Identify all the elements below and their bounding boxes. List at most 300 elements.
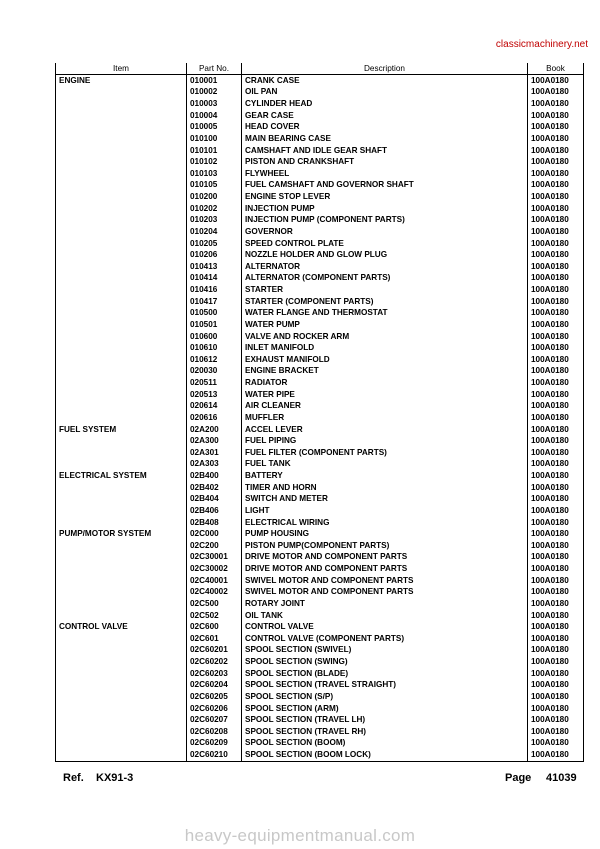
cell-item xyxy=(56,168,187,180)
cell-item xyxy=(56,610,187,622)
cell-description: WATER PUMP xyxy=(242,319,528,331)
cell-description: SPOOL SECTION (SWIVEL) xyxy=(242,645,528,657)
table-row xyxy=(56,691,584,703)
cell-part-no: 010203 xyxy=(187,215,242,227)
cell-item xyxy=(56,563,187,575)
table-row xyxy=(56,342,584,354)
cell-part-no: 02C60206 xyxy=(187,703,242,715)
cell-part-no: 02C60210 xyxy=(187,749,242,761)
cell-part-no: 02A200 xyxy=(187,424,242,436)
table-header-row xyxy=(56,63,584,75)
cell-book: 100A0180 xyxy=(528,296,584,308)
cell-description: ENGINE STOP LEVER xyxy=(242,191,528,203)
watermark: heavy-equipmentmanual.com xyxy=(184,826,416,845)
table-row xyxy=(56,75,584,87)
cell-part-no: 02B402 xyxy=(187,482,242,494)
cell-book: 100A0180 xyxy=(528,645,584,657)
cell-part-no: 010002 xyxy=(187,87,242,99)
cell-item xyxy=(56,249,187,261)
table-row xyxy=(56,122,584,134)
table-row xyxy=(56,273,584,285)
cell-part-no: 02C60203 xyxy=(187,668,242,680)
cell-book: 100A0180 xyxy=(528,459,584,471)
cell-book: 100A0180 xyxy=(528,110,584,122)
table-row xyxy=(56,540,584,552)
cell-description: VALVE AND ROCKER ARM xyxy=(242,331,528,343)
table-row xyxy=(56,517,584,529)
cell-item: ENGINE xyxy=(56,75,187,87)
cell-part-no: 02C60209 xyxy=(187,738,242,750)
cell-description: INJECTION PUMP xyxy=(242,203,528,215)
table-row xyxy=(56,308,584,320)
cell-part-no: 02C30002 xyxy=(187,563,242,575)
table-row xyxy=(56,319,584,331)
cell-book: 100A0180 xyxy=(528,342,584,354)
cell-description: FUEL FILTER (COMPONENT PARTS) xyxy=(242,447,528,459)
table-row xyxy=(56,552,584,564)
cell-part-no: 02B406 xyxy=(187,505,242,517)
cell-part-no: 02C30001 xyxy=(187,552,242,564)
cell-description: STARTER xyxy=(242,284,528,296)
cell-description: STARTER (COMPONENT PARTS) xyxy=(242,296,528,308)
cell-part-no: 02A301 xyxy=(187,447,242,459)
column-header-part-no: Part No. xyxy=(187,63,242,75)
cell-description: NOZZLE HOLDER AND GLOW PLUG xyxy=(242,249,528,261)
cell-description: PUMP HOUSING xyxy=(242,528,528,540)
cell-item xyxy=(56,575,187,587)
cell-description: SWIVEL MOTOR AND COMPONENT PARTS xyxy=(242,575,528,587)
page-number: 41039 xyxy=(546,772,577,784)
cell-part-no: 010100 xyxy=(187,133,242,145)
cell-description: CYLINDER HEAD xyxy=(242,98,528,110)
cell-description: DRIVE MOTOR AND COMPONENT PARTS xyxy=(242,563,528,575)
cell-book: 100A0180 xyxy=(528,668,584,680)
cell-description: GOVERNOR xyxy=(242,226,528,238)
cell-book: 100A0180 xyxy=(528,552,584,564)
table-row xyxy=(56,87,584,99)
cell-description: CRANK CASE xyxy=(242,75,528,87)
cell-part-no: 010417 xyxy=(187,296,242,308)
table-row xyxy=(56,714,584,726)
cell-item xyxy=(56,656,187,668)
cell-book: 100A0180 xyxy=(528,738,584,750)
cell-item xyxy=(56,156,187,168)
cell-item xyxy=(56,342,187,354)
cell-item xyxy=(56,703,187,715)
cell-description: ALTERNATOR (COMPONENT PARTS) xyxy=(242,273,528,285)
cell-item xyxy=(56,203,187,215)
cell-book: 100A0180 xyxy=(528,331,584,343)
cell-part-no: 010102 xyxy=(187,156,242,168)
cell-item xyxy=(56,98,187,110)
table-row xyxy=(56,749,584,761)
cell-description: SPOOL SECTION (TRAVEL LH) xyxy=(242,714,528,726)
cell-description: SPOOL SECTION (TRAVEL RH) xyxy=(242,726,528,738)
cell-item xyxy=(56,215,187,227)
cell-part-no: 02C60205 xyxy=(187,691,242,703)
cell-item xyxy=(56,645,187,657)
cell-item xyxy=(56,366,187,378)
cell-description: PISTON AND CRANKSHAFT xyxy=(242,156,528,168)
cell-description: CAMSHAFT AND IDLE GEAR SHAFT xyxy=(242,145,528,157)
table-row xyxy=(56,215,584,227)
cell-item xyxy=(56,87,187,99)
cell-book: 100A0180 xyxy=(528,156,584,168)
table-row xyxy=(56,738,584,750)
cell-book: 100A0180 xyxy=(528,122,584,134)
cell-part-no: 010500 xyxy=(187,308,242,320)
cell-description: ELECTRICAL WIRING xyxy=(242,517,528,529)
cell-part-no: 010612 xyxy=(187,354,242,366)
cell-description: SPOOL SECTION (BLADE) xyxy=(242,668,528,680)
table-row xyxy=(56,587,584,599)
cell-part-no: 010600 xyxy=(187,331,242,343)
table-row xyxy=(56,505,584,517)
cell-description: DRIVE MOTOR AND COMPONENT PARTS xyxy=(242,552,528,564)
ref-value: KX91-3 xyxy=(96,772,134,784)
cell-book: 100A0180 xyxy=(528,447,584,459)
table-row xyxy=(56,494,584,506)
page-label: Page xyxy=(505,772,532,784)
table-row xyxy=(56,459,584,471)
cell-description: SPOOL SECTION (BOOM) xyxy=(242,738,528,750)
cell-description: PISTON PUMP(COMPONENT PARTS) xyxy=(242,540,528,552)
cell-book: 100A0180 xyxy=(528,680,584,692)
cell-item xyxy=(56,668,187,680)
cell-part-no: 02C60207 xyxy=(187,714,242,726)
cell-description: RADIATOR xyxy=(242,377,528,389)
table-row xyxy=(56,668,584,680)
cell-part-no: 020513 xyxy=(187,389,242,401)
cell-description: SPEED CONTROL PLATE xyxy=(242,238,528,250)
cell-book: 100A0180 xyxy=(528,749,584,761)
table-row xyxy=(56,726,584,738)
cell-part-no: 010200 xyxy=(187,191,242,203)
cell-book: 100A0180 xyxy=(528,308,584,320)
cell-book: 100A0180 xyxy=(528,528,584,540)
cell-book: 100A0180 xyxy=(528,505,584,517)
cell-book: 100A0180 xyxy=(528,691,584,703)
cell-description: FLYWHEEL xyxy=(242,168,528,180)
cell-part-no: 02B408 xyxy=(187,517,242,529)
cell-book: 100A0180 xyxy=(528,226,584,238)
column-header-description: Description xyxy=(242,63,528,75)
cell-description: MUFFLER xyxy=(242,412,528,424)
cell-description: SPOOL SECTION (S/P) xyxy=(242,691,528,703)
cell-part-no: 02C40002 xyxy=(187,587,242,599)
cell-item xyxy=(56,447,187,459)
table-row xyxy=(56,680,584,692)
cell-book: 100A0180 xyxy=(528,412,584,424)
ref-label: Ref. xyxy=(63,772,84,784)
cell-item: PUMP/MOTOR SYSTEM xyxy=(56,528,187,540)
cell-book: 100A0180 xyxy=(528,389,584,401)
cell-book: 100A0180 xyxy=(528,540,584,552)
cell-description: EXHAUST MANIFOLD xyxy=(242,354,528,366)
cell-book: 100A0180 xyxy=(528,377,584,389)
table-row xyxy=(56,168,584,180)
cell-description: FUEL CAMSHAFT AND GOVERNOR SHAFT xyxy=(242,180,528,192)
cell-part-no: 010103 xyxy=(187,168,242,180)
table-row xyxy=(56,598,584,610)
cell-item xyxy=(56,389,187,401)
cell-book: 100A0180 xyxy=(528,714,584,726)
table-row xyxy=(56,401,584,413)
cell-item xyxy=(56,749,187,761)
cell-item xyxy=(56,238,187,250)
table-row xyxy=(56,470,584,482)
cell-item xyxy=(56,587,187,599)
cell-book: 100A0180 xyxy=(528,191,584,203)
cell-part-no: 010105 xyxy=(187,180,242,192)
cell-part-no: 010004 xyxy=(187,110,242,122)
table-row xyxy=(56,354,584,366)
cell-item xyxy=(56,110,187,122)
cell-part-no: 010414 xyxy=(187,273,242,285)
table-row xyxy=(56,633,584,645)
cell-description: MAIN BEARING CASE xyxy=(242,133,528,145)
table-row xyxy=(56,412,584,424)
cell-book: 100A0180 xyxy=(528,703,584,715)
table-row xyxy=(56,156,584,168)
cell-part-no: 020614 xyxy=(187,401,242,413)
cell-book: 100A0180 xyxy=(528,424,584,436)
cell-description: TIMER AND HORN xyxy=(242,482,528,494)
table-row xyxy=(56,284,584,296)
table-row xyxy=(56,528,584,540)
cell-description: OIL TANK xyxy=(242,610,528,622)
cell-description: BATTERY xyxy=(242,470,528,482)
table-row xyxy=(56,133,584,145)
cell-book: 100A0180 xyxy=(528,180,584,192)
cell-part-no: 010005 xyxy=(187,122,242,134)
cell-part-no: 020511 xyxy=(187,377,242,389)
table-row xyxy=(56,249,584,261)
table-row xyxy=(56,389,584,401)
cell-part-no: 010003 xyxy=(187,98,242,110)
cell-book: 100A0180 xyxy=(528,401,584,413)
cell-item xyxy=(56,691,187,703)
cell-description: OIL PAN xyxy=(242,87,528,99)
table-row xyxy=(56,656,584,668)
cell-part-no: 010610 xyxy=(187,342,242,354)
cell-part-no: 02C200 xyxy=(187,540,242,552)
table-row xyxy=(56,191,584,203)
cell-item xyxy=(56,319,187,331)
table-row xyxy=(56,226,584,238)
cell-book: 100A0180 xyxy=(528,273,584,285)
cell-book: 100A0180 xyxy=(528,145,584,157)
cell-part-no: 02C502 xyxy=(187,610,242,622)
cell-book: 100A0180 xyxy=(528,656,584,668)
cell-part-no: 02C000 xyxy=(187,528,242,540)
cell-item xyxy=(56,738,187,750)
cell-item xyxy=(56,261,187,273)
cell-description: INJECTION PUMP (COMPONENT PARTS) xyxy=(242,215,528,227)
column-header-item: Item xyxy=(56,63,187,75)
cell-part-no: 020616 xyxy=(187,412,242,424)
cell-item xyxy=(56,273,187,285)
cell-part-no: 02A303 xyxy=(187,459,242,471)
cell-part-no: 010101 xyxy=(187,145,242,157)
table-row xyxy=(56,238,584,250)
cell-item: FUEL SYSTEM xyxy=(56,424,187,436)
table-row xyxy=(56,203,584,215)
cell-book: 100A0180 xyxy=(528,610,584,622)
cell-book: 100A0180 xyxy=(528,215,584,227)
cell-book: 100A0180 xyxy=(528,284,584,296)
cell-part-no: 010206 xyxy=(187,249,242,261)
cell-part-no: 010204 xyxy=(187,226,242,238)
cell-book: 100A0180 xyxy=(528,494,584,506)
cell-book: 100A0180 xyxy=(528,261,584,273)
cell-item xyxy=(56,459,187,471)
cell-description: SPOOL SECTION (TRAVEL STRAIGHT) xyxy=(242,680,528,692)
cell-book: 100A0180 xyxy=(528,563,584,575)
cell-part-no: 010202 xyxy=(187,203,242,215)
cell-book: 100A0180 xyxy=(528,249,584,261)
cell-book: 100A0180 xyxy=(528,575,584,587)
site-label: classicmachinery.net xyxy=(495,39,588,50)
cell-item xyxy=(56,180,187,192)
cell-item xyxy=(56,296,187,308)
cell-description: AIR CLEANER xyxy=(242,401,528,413)
table-row xyxy=(56,447,584,459)
cell-item xyxy=(56,122,187,134)
cell-book: 100A0180 xyxy=(528,75,584,87)
cell-part-no: 02C500 xyxy=(187,598,242,610)
cell-item xyxy=(56,482,187,494)
table-row xyxy=(56,366,584,378)
cell-item xyxy=(56,412,187,424)
cell-item xyxy=(56,133,187,145)
table-row xyxy=(56,610,584,622)
table-row xyxy=(56,180,584,192)
table-row xyxy=(56,110,584,122)
cell-description: FUEL TANK xyxy=(242,459,528,471)
cell-description: INLET MANIFOLD xyxy=(242,342,528,354)
cell-part-no: 02C600 xyxy=(187,621,242,633)
cell-part-no: 02C60208 xyxy=(187,726,242,738)
cell-part-no: 010001 xyxy=(187,75,242,87)
cell-book: 100A0180 xyxy=(528,587,584,599)
parts-index-table xyxy=(55,63,584,762)
cell-part-no: 010416 xyxy=(187,284,242,296)
cell-book: 100A0180 xyxy=(528,133,584,145)
cell-description: HEAD COVER xyxy=(242,122,528,134)
cell-description: WATER PIPE xyxy=(242,389,528,401)
cell-item xyxy=(56,308,187,320)
cell-item xyxy=(56,377,187,389)
cell-book: 100A0180 xyxy=(528,203,584,215)
table-row xyxy=(56,435,584,447)
cell-item xyxy=(56,552,187,564)
cell-part-no: 010205 xyxy=(187,238,242,250)
cell-part-no: 02C40001 xyxy=(187,575,242,587)
cell-description: FUEL PIPING xyxy=(242,435,528,447)
cell-book: 100A0180 xyxy=(528,621,584,633)
cell-description: SPOOL SECTION (SWING) xyxy=(242,656,528,668)
cell-item xyxy=(56,435,187,447)
cell-description: CONTROL VALVE (COMPONENT PARTS) xyxy=(242,633,528,645)
cell-book: 100A0180 xyxy=(528,238,584,250)
table-row xyxy=(56,377,584,389)
cell-book: 100A0180 xyxy=(528,726,584,738)
cell-description: ALTERNATOR xyxy=(242,261,528,273)
cell-item xyxy=(56,191,187,203)
cell-description: ENGINE BRACKET xyxy=(242,366,528,378)
table-row xyxy=(56,703,584,715)
cell-description: SPOOL SECTION (BOOM LOCK) xyxy=(242,749,528,761)
cell-item xyxy=(56,354,187,366)
cell-item xyxy=(56,726,187,738)
cell-item xyxy=(56,505,187,517)
table-row xyxy=(56,145,584,157)
cell-part-no: 02B404 xyxy=(187,494,242,506)
cell-item xyxy=(56,226,187,238)
table-row xyxy=(56,261,584,273)
cell-item xyxy=(56,284,187,296)
table-row xyxy=(56,621,584,633)
cell-item xyxy=(56,714,187,726)
cell-book: 100A0180 xyxy=(528,354,584,366)
cell-book: 100A0180 xyxy=(528,435,584,447)
cell-book: 100A0180 xyxy=(528,319,584,331)
cell-item: CONTROL VALVE xyxy=(56,621,187,633)
table-row xyxy=(56,482,584,494)
cell-book: 100A0180 xyxy=(528,87,584,99)
cell-item xyxy=(56,494,187,506)
cell-part-no: 02C60201 xyxy=(187,645,242,657)
cell-item xyxy=(56,145,187,157)
cell-item xyxy=(56,598,187,610)
cell-description: SWITCH AND METER xyxy=(242,494,528,506)
cell-part-no: 020030 xyxy=(187,366,242,378)
table-row xyxy=(56,98,584,110)
cell-book: 100A0180 xyxy=(528,168,584,180)
cell-book: 100A0180 xyxy=(528,470,584,482)
cell-book: 100A0180 xyxy=(528,633,584,645)
cell-description: WATER FLANGE AND THERMOSTAT xyxy=(242,308,528,320)
table-row xyxy=(56,645,584,657)
cell-part-no: 02C60204 xyxy=(187,680,242,692)
cell-item xyxy=(56,680,187,692)
cell-description: GEAR CASE xyxy=(242,110,528,122)
cell-part-no: 02A300 xyxy=(187,435,242,447)
cell-part-no: 010501 xyxy=(187,319,242,331)
cell-item xyxy=(56,633,187,645)
cell-book: 100A0180 xyxy=(528,366,584,378)
table-row xyxy=(56,424,584,436)
cell-book: 100A0180 xyxy=(528,482,584,494)
cell-item xyxy=(56,401,187,413)
cell-description: CONTROL VALVE xyxy=(242,621,528,633)
cell-book: 100A0180 xyxy=(528,98,584,110)
cell-part-no: 010413 xyxy=(187,261,242,273)
cell-item xyxy=(56,517,187,529)
table-row xyxy=(56,296,584,308)
cell-item xyxy=(56,540,187,552)
column-header-book: Book xyxy=(528,63,584,75)
cell-book: 100A0180 xyxy=(528,517,584,529)
cell-description: ROTARY JOINT xyxy=(242,598,528,610)
cell-description: ACCEL LEVER xyxy=(242,424,528,436)
cell-part-no: 02C601 xyxy=(187,633,242,645)
cell-description: SWIVEL MOTOR AND COMPONENT PARTS xyxy=(242,587,528,599)
cell-description: LIGHT xyxy=(242,505,528,517)
cell-part-no: 02C60202 xyxy=(187,656,242,668)
cell-description: SPOOL SECTION (ARM) xyxy=(242,703,528,715)
